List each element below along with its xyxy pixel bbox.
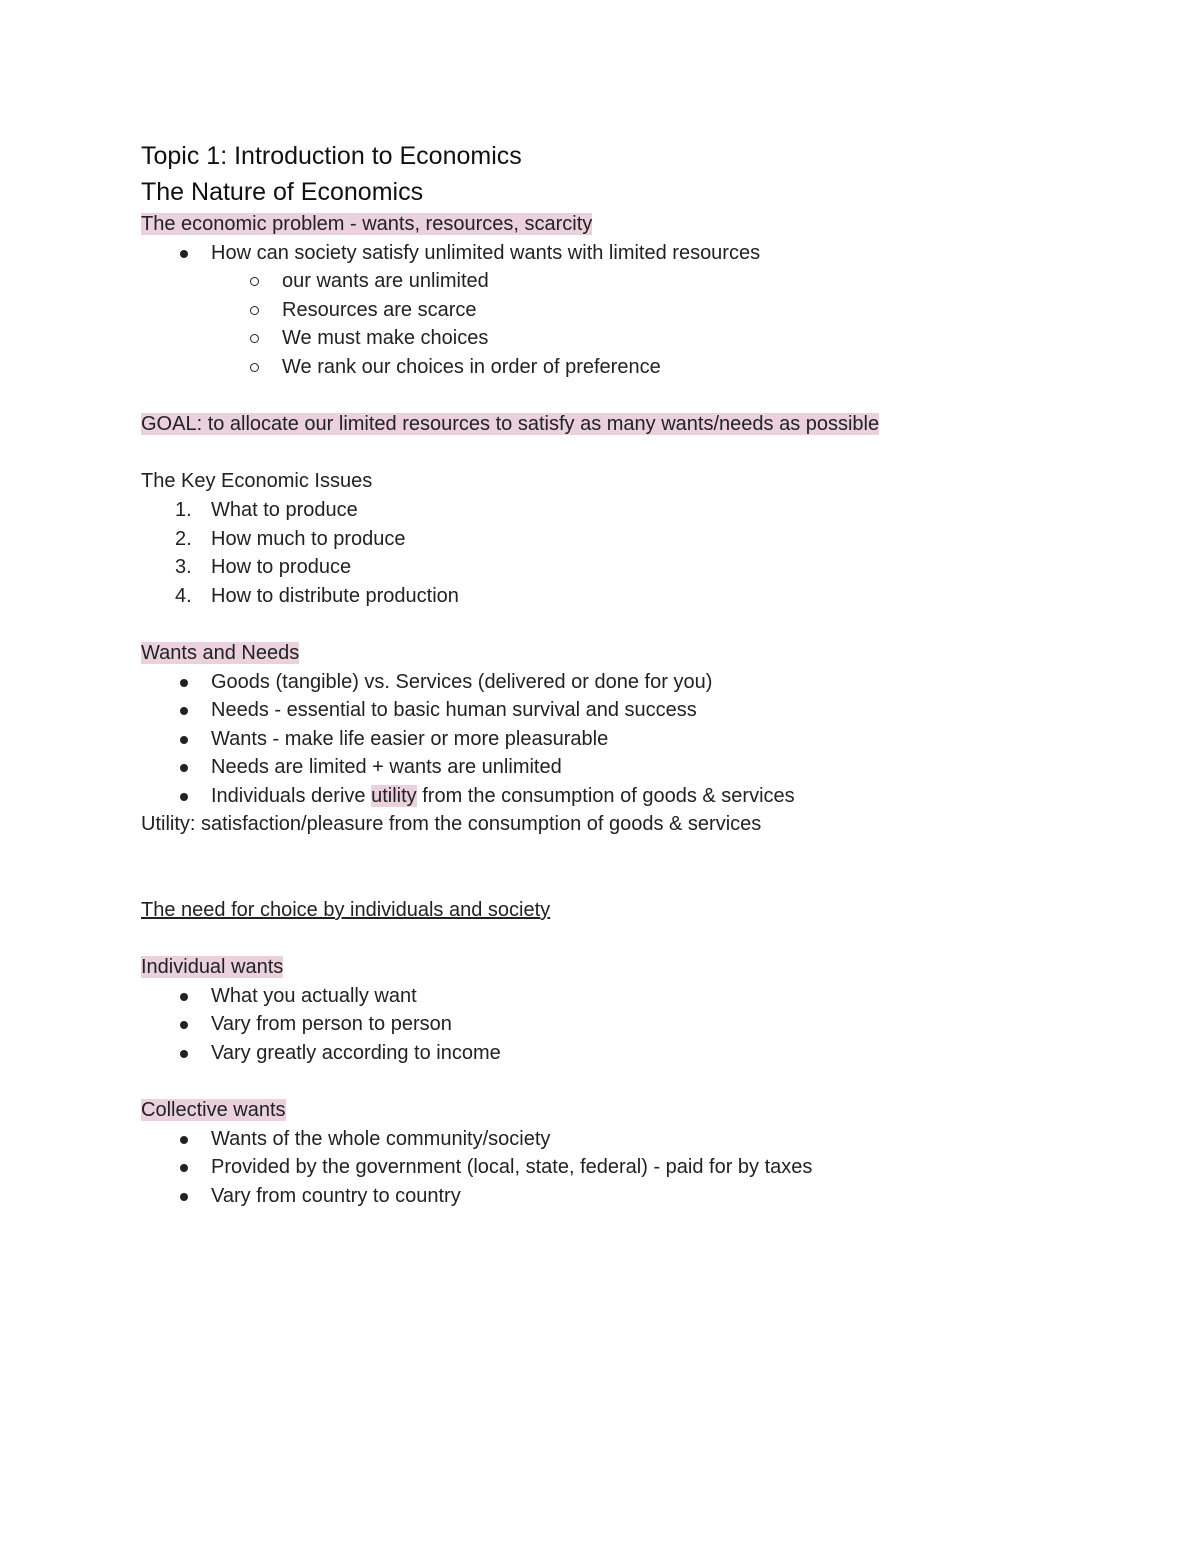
- highlighted-utility: utility: [371, 784, 417, 807]
- utility-text-after: from the consumption of goods & services: [416, 784, 795, 807]
- highlighted-heading: Wants and Needs: [141, 641, 300, 664]
- list-item-text: Needs are limited + wants are unlimited: [211, 756, 562, 779]
- list-item-text: Needs - essential to basic human survival and success: [211, 699, 697, 722]
- list-item-text: What you actually want: [211, 984, 417, 1007]
- wants-needs-heading: [141, 639, 1101, 668]
- sub-list-item: [141, 267, 1101, 296]
- list-item: [141, 1153, 1101, 1182]
- sub-list-item: [141, 353, 1101, 382]
- sub-list-item-text: Resources are scarce: [282, 298, 477, 321]
- hollow-bullet-icon: [250, 334, 259, 343]
- spacer: [141, 1068, 1101, 1097]
- key-issues-heading: The Key Economic Issues: [141, 470, 373, 493]
- spacer: [141, 610, 1101, 639]
- list-item-text: Wants - make life easier or more pleasurable: [211, 727, 609, 750]
- numbered-item: [141, 553, 1101, 582]
- bullet-icon: [180, 764, 188, 772]
- highlighted-goal: GOAL: to allocate our limited resources to satisfy as many wants/needs as possible: [141, 413, 880, 436]
- collective-wants-list: [141, 1125, 1101, 1211]
- list-item-text: Vary greatly according to income: [211, 1042, 501, 1065]
- numbered-item-text: What to produce: [211, 498, 358, 521]
- goal-statement: [141, 410, 1101, 439]
- bullet-icon: [180, 679, 188, 687]
- item-number: 1.: [175, 498, 192, 521]
- highlighted-heading: The economic problem - wants, resources, scarcity: [141, 213, 593, 235]
- list-item: [141, 1010, 1101, 1039]
- list-item-text: How can society satisfy unlimited wants with limited resources: [211, 241, 761, 264]
- economic-problem-heading: [141, 210, 1101, 239]
- bullet-icon: [180, 793, 188, 801]
- sub-list-item-text: our wants are unlimited: [282, 270, 489, 293]
- individual-wants-heading: [141, 953, 1101, 982]
- list-item-text: Wants of the whole community/society: [211, 1127, 551, 1150]
- collective-wants-heading: [141, 1096, 1101, 1125]
- list-item: [141, 982, 1101, 1011]
- sub-list-item: [141, 324, 1101, 353]
- list-item: [141, 782, 1101, 811]
- bullet-icon: [180, 1136, 188, 1144]
- utility-definition: Utility: satisfaction/pleasure from the consumption of goods & services: [141, 813, 762, 836]
- list-item: [141, 753, 1101, 782]
- numbered-item: [141, 496, 1101, 525]
- sub-list-item: [141, 296, 1101, 325]
- highlighted-heading: Individual wants: [141, 956, 284, 979]
- numbered-item: [141, 525, 1101, 554]
- choice-section-heading: [141, 896, 1101, 925]
- bullet-icon: [180, 736, 188, 744]
- item-number: 3.: [175, 556, 192, 579]
- spacer: [141, 382, 1101, 411]
- list-item-text: Vary from country to country: [211, 1185, 461, 1207]
- list-item: [141, 1182, 1101, 1211]
- list-item: [141, 668, 1101, 697]
- key-issues-list: [141, 496, 1101, 610]
- list-item-text: Provided by the government (local, state, federal) - paid for by taxes: [211, 1156, 813, 1179]
- numbered-item-text: How to produce: [211, 556, 352, 579]
- numbered-item-text: How much to produce: [211, 527, 406, 550]
- document-page: [141, 138, 1101, 1211]
- item-number: 4.: [175, 584, 192, 607]
- numbered-item-text: How to distribute production: [211, 584, 459, 607]
- hollow-bullet-icon: [250, 363, 259, 372]
- numbered-item: [141, 582, 1101, 611]
- economic-problem-sublist: [141, 267, 1101, 381]
- wants-needs-list: [141, 668, 1101, 811]
- item-number: 2.: [175, 527, 192, 550]
- bullet-icon: [180, 1021, 188, 1029]
- bullet-icon: [180, 707, 188, 715]
- list-item: [141, 1125, 1101, 1154]
- spacer: [141, 839, 1101, 896]
- bullet-icon: [180, 1164, 188, 1172]
- spacer: [141, 925, 1101, 954]
- individual-wants-list: [141, 982, 1101, 1068]
- bullet-icon: [180, 1050, 188, 1058]
- list-item: [141, 1039, 1101, 1068]
- list-item: [141, 696, 1101, 725]
- section-title: The Nature of Economics: [141, 178, 424, 206]
- list-item-text: Goods (tangible) vs. Services (delivered or done for you): [211, 670, 713, 693]
- list-item: [141, 239, 1101, 268]
- list-item: [141, 725, 1101, 754]
- sub-list-item-text: We rank our choices in order of preference: [282, 355, 661, 378]
- bullet-icon: [180, 993, 188, 1001]
- underlined-heading: The need for choice by individuals and society: [141, 899, 551, 922]
- highlighted-heading: Collective wants: [141, 1099, 286, 1122]
- list-item-text: Vary from person to person: [211, 1013, 452, 1036]
- economic-problem-list: [141, 239, 1101, 268]
- bullet-icon: [180, 250, 188, 258]
- hollow-bullet-icon: [250, 277, 259, 286]
- bullet-icon: [180, 1193, 188, 1201]
- topic-title: Topic 1: Introduction to Economics: [141, 142, 522, 170]
- spacer: [141, 439, 1101, 468]
- sub-list-item-text: We must make choices: [282, 327, 489, 350]
- hollow-bullet-icon: [250, 306, 259, 315]
- utility-text-before: Individuals derive: [211, 784, 372, 807]
